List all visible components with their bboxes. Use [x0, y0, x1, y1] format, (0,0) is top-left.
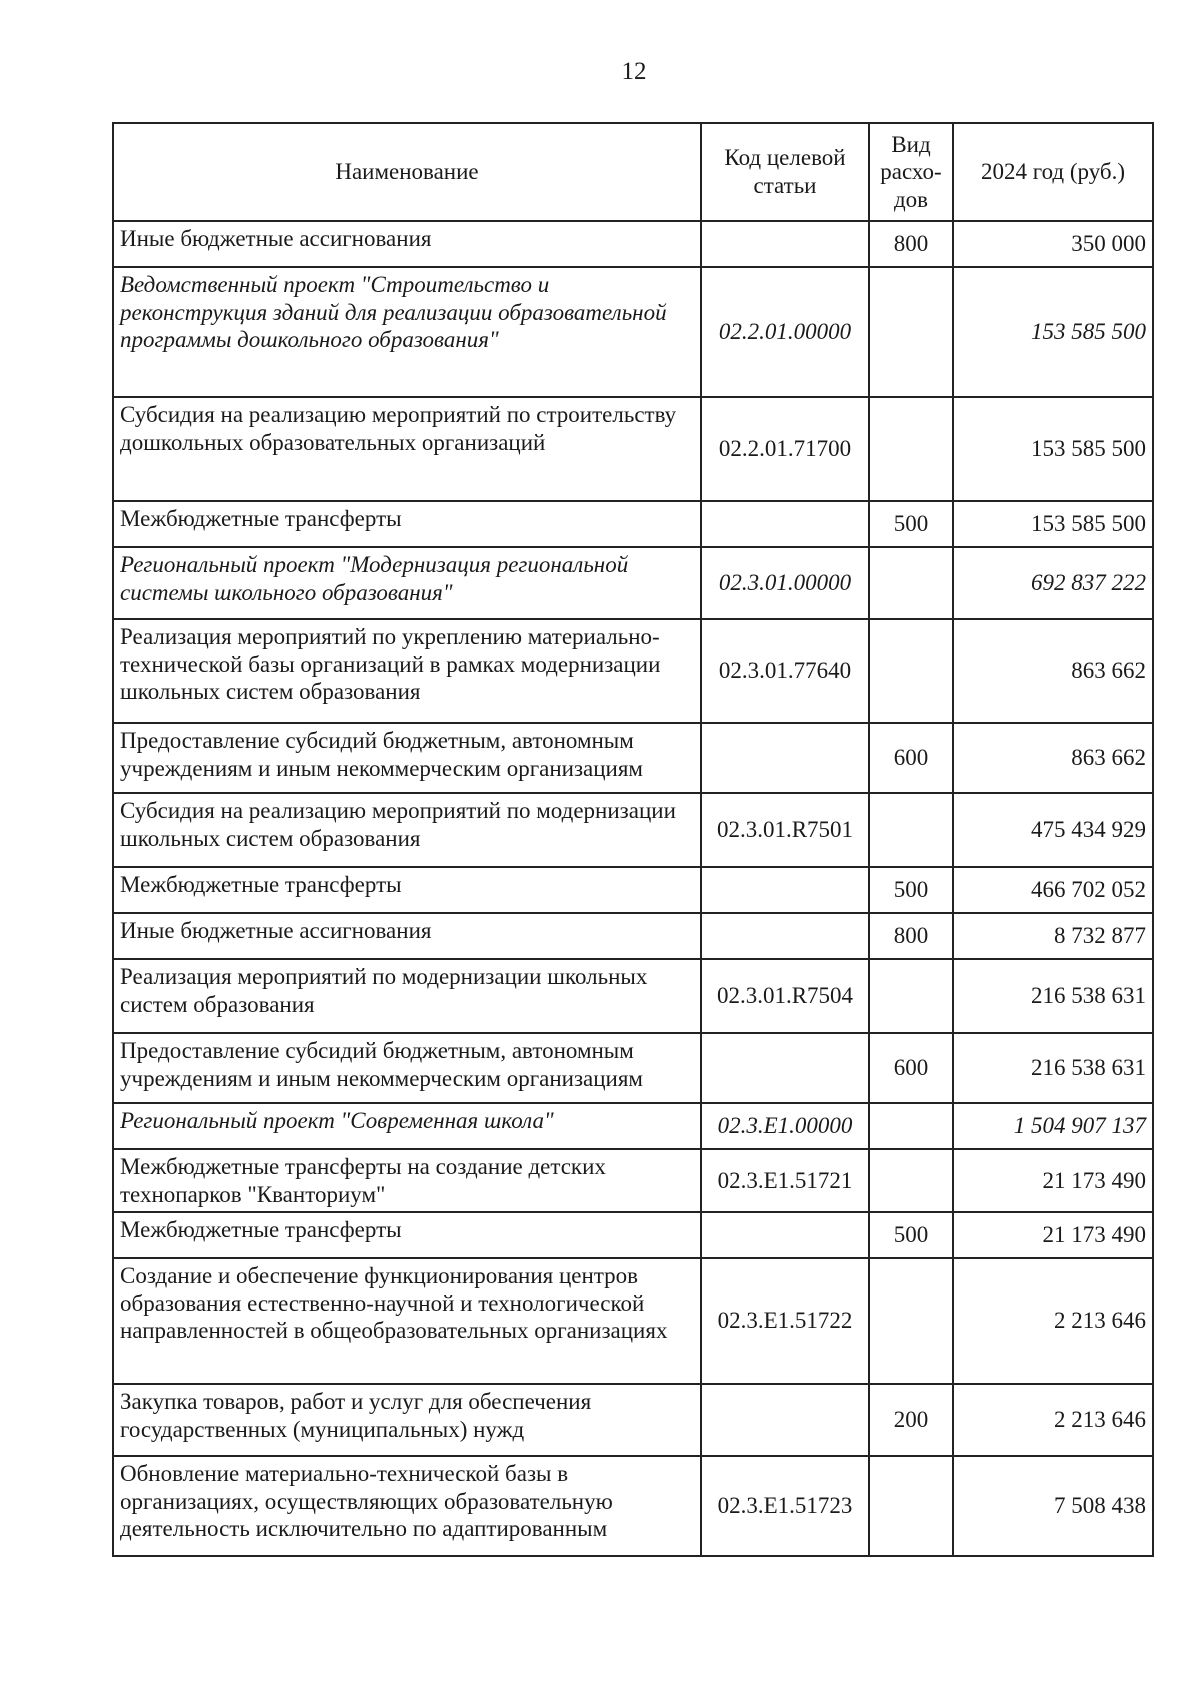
- table-row: [113, 1212, 1153, 1258]
- table-row: [113, 723, 1153, 793]
- cell-amount: 863 662: [953, 723, 1153, 793]
- cell-amount: 216 538 631: [953, 959, 1153, 1033]
- cell-amount: 21 173 490: [953, 1149, 1153, 1212]
- cell-type: [869, 619, 953, 723]
- table-row: [113, 1103, 1153, 1149]
- cell-name: Субсидия на реализацию мероприятий по строительству дошкольных образовательных организаций: [113, 397, 701, 501]
- cell-amount: 8 732 877: [953, 913, 1153, 959]
- cell-type: [869, 959, 953, 1033]
- cell-code: 02.3.E1.51721: [701, 1149, 869, 1212]
- cell-type: 500: [869, 1212, 953, 1258]
- table-row: [113, 867, 1153, 913]
- cell-amount: 2 213 646: [953, 1384, 1153, 1456]
- table-row: [113, 1258, 1153, 1384]
- cell-code: 02.3.E1.51723: [701, 1456, 869, 1556]
- cell-name: Предоставление субсидий бюджетным, автономным учреждениям и иным некоммерческим организациям: [113, 1033, 701, 1103]
- cell-code: 02.3.01.R7501: [701, 793, 869, 867]
- cell-name: Закупка товаров, работ и услуг для обеспечения государственных (муниципальных) нужд: [113, 1384, 701, 1456]
- cell-amount: 7 508 438: [953, 1456, 1153, 1556]
- cell-type: 500: [869, 867, 953, 913]
- page-number: 12: [621, 58, 647, 85]
- cell-amount: 863 662: [953, 619, 1153, 723]
- cell-name: Межбюджетные трансферты: [113, 867, 701, 913]
- cell-code: [701, 723, 869, 793]
- cell-type: 800: [869, 221, 953, 267]
- cell-code: 02.3.01.77640: [701, 619, 869, 723]
- cell-name: Реализация мероприятий по укреплению материально-технической базы организаций в рамках модернизации школьных систем образования: [113, 619, 701, 723]
- header-type: Вид расхо-дов: [869, 123, 953, 221]
- cell-type: 800: [869, 913, 953, 959]
- header-code: Код целевой статьи: [701, 123, 869, 221]
- cell-amount: 2 213 646: [953, 1258, 1153, 1384]
- cell-name: Межбюджетные трансферты: [113, 501, 701, 547]
- table-row: [113, 619, 1153, 723]
- cell-name: Региональный проект "Современная школа": [113, 1103, 701, 1149]
- cell-type: [869, 1258, 953, 1384]
- cell-code: [701, 1212, 869, 1258]
- cell-code: [701, 867, 869, 913]
- cell-name: Предоставление субсидий бюджетным, автономным учреждениям и иным некоммерческим организациям: [113, 723, 701, 793]
- table-row: [113, 1384, 1153, 1456]
- cell-code: 02.3.E1.00000: [701, 1103, 869, 1149]
- cell-name: Субсидия на реализацию мероприятий по модернизации школьных систем образования: [113, 793, 701, 867]
- budget-table: [112, 122, 1154, 1557]
- table-row: [113, 1456, 1153, 1556]
- cell-code: 02.3.E1.51722: [701, 1258, 869, 1384]
- cell-name: Иные бюджетные ассигнования: [113, 913, 701, 959]
- header-name: Наименование: [113, 123, 701, 221]
- table-row: [113, 793, 1153, 867]
- cell-amount: 216 538 631: [953, 1033, 1153, 1103]
- table-row: [113, 1149, 1153, 1212]
- table-row: [113, 1033, 1153, 1103]
- table-row: [113, 547, 1153, 619]
- cell-name: Региональный проект "Модернизация региональной системы школьного образования": [113, 547, 701, 619]
- cell-name: Межбюджетные трансферты: [113, 1212, 701, 1258]
- cell-amount: 153 585 500: [953, 397, 1153, 501]
- cell-amount: 153 585 500: [953, 501, 1153, 547]
- table-body: [113, 221, 1153, 1556]
- cell-code: [701, 913, 869, 959]
- cell-type: [869, 547, 953, 619]
- table-row: [113, 267, 1153, 397]
- cell-amount: 1 504 907 137: [953, 1103, 1153, 1149]
- table-row: [113, 959, 1153, 1033]
- cell-type: [869, 267, 953, 397]
- cell-type: [869, 1149, 953, 1212]
- cell-amount: 350 000: [953, 221, 1153, 267]
- cell-amount: 475 434 929: [953, 793, 1153, 867]
- cell-type: 600: [869, 1033, 953, 1103]
- cell-code: [701, 1384, 869, 1456]
- cell-code: 02.2.01.71700: [701, 397, 869, 501]
- cell-name: Межбюджетные трансферты на создание детских технопарков "Кванториум": [113, 1149, 701, 1212]
- cell-name: Создание и обеспечение функционирования центров образования естественно-научной и технологической направленностей в общеобразовательных организациях: [113, 1258, 701, 1384]
- cell-name: Обновление материально-технической базы в организациях, осуществляющих образовательную деятельность исключительно по адаптированным: [113, 1456, 701, 1556]
- cell-amount: 692 837 222: [953, 547, 1153, 619]
- cell-type: [869, 397, 953, 501]
- table-row: [113, 221, 1153, 267]
- cell-code: 02.3.01.R7504: [701, 959, 869, 1033]
- cell-type: 200: [869, 1384, 953, 1456]
- cell-amount: 21 173 490: [953, 1212, 1153, 1258]
- cell-type: 500: [869, 501, 953, 547]
- table-row: [113, 913, 1153, 959]
- header-amount: 2024 год (руб.): [953, 123, 1153, 221]
- cell-type: 600: [869, 723, 953, 793]
- cell-code: [701, 1033, 869, 1103]
- cell-code: [701, 221, 869, 267]
- cell-code: 02.2.01.00000: [701, 267, 869, 397]
- table-row: [113, 501, 1153, 547]
- cell-name: Реализация мероприятий по модернизации школьных систем образования: [113, 959, 701, 1033]
- header-row: [113, 123, 1153, 221]
- cell-type: [869, 793, 953, 867]
- cell-name: Ведомственный проект "Строительство и реконструкция зданий для реализации образовательной программы дошкольного образования": [113, 267, 701, 397]
- table-row: [113, 397, 1153, 501]
- cell-amount: 153 585 500: [953, 267, 1153, 397]
- cell-code: [701, 501, 869, 547]
- cell-code: 02.3.01.00000: [701, 547, 869, 619]
- cell-type: [869, 1103, 953, 1149]
- cell-name: Иные бюджетные ассигнования: [113, 221, 701, 267]
- cell-amount: 466 702 052: [953, 867, 1153, 913]
- cell-type: [869, 1456, 953, 1556]
